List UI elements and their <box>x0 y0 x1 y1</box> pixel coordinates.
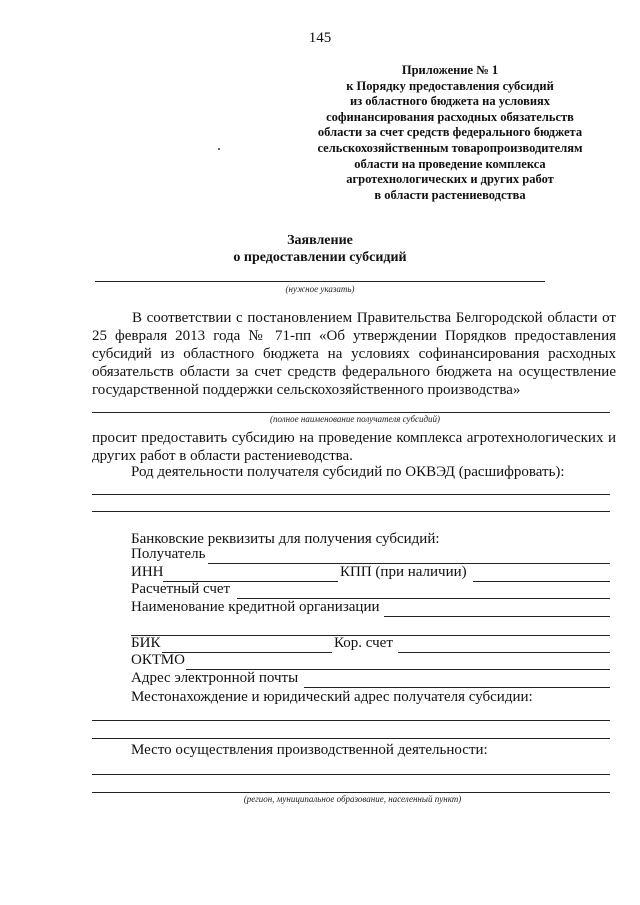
production-place-line-2[interactable] <box>92 792 610 793</box>
production-place-line-1[interactable] <box>92 774 610 775</box>
intro-paragraph: В соответствии с постановлением Правительства Белгородской области от 25 февраля 2013 года № 71-пп «Об утверждении Порядков предоставления субсидий из областного бюджета на условиях софинансирования расходных обязательств области за счет средств федерального бюджета на осуществление государственной поддержки сельскохозяйственного производства» <box>92 310 616 398</box>
activity-label: Род деятельности получателя субсидий по ОКВЭД (расшифровать): <box>131 464 565 480</box>
appendix-line: сельскохозяйственным товаропроизводителям <box>317 140 583 155</box>
activity-line-2[interactable] <box>92 511 610 512</box>
email-label: Адрес электронной почты <box>131 670 299 686</box>
subsidy-type-caption: (нужное указать) <box>285 284 355 294</box>
bik-field[interactable] <box>162 652 332 653</box>
account-label: Расчетный счет <box>131 581 231 597</box>
appendix-header <box>280 63 620 203</box>
appendix-line: к Порядку предоставления субсидий <box>346 78 554 93</box>
page-number: 145 <box>308 30 332 46</box>
production-place-caption: (регион, муниципальное образование, населенный пункт) <box>243 794 462 804</box>
corr-account-label: Кор. счет <box>334 635 393 651</box>
corr-account-field[interactable] <box>398 652 610 653</box>
oktmo-label: ОКТМО <box>131 652 185 668</box>
credit-org-label: Наименование кредитной организации <box>131 599 380 615</box>
appendix-line: софинансирования расходных обязательств <box>326 109 574 124</box>
appendix-line: области за счет средств федерального бюджета <box>317 125 583 140</box>
appendix-title: Приложение № 1 <box>401 63 499 77</box>
recipient-name-line[interactable] <box>92 412 610 413</box>
title-main: Заявление <box>287 233 353 248</box>
appendix-line: области на проведение комплекса <box>354 156 546 171</box>
stray-mark <box>218 148 220 150</box>
recipient-label: Получатель <box>131 546 206 562</box>
recipient-name-caption: (полное наименование получателя субсидий) <box>269 414 440 424</box>
document-title <box>0 232 640 266</box>
credit-org-field[interactable] <box>384 616 610 617</box>
address-line-1[interactable] <box>92 720 610 721</box>
address-label: Местонахождение и юридический адрес получателя субсидии: <box>131 689 533 705</box>
appendix-line: из областного бюджета на условиях <box>349 94 551 109</box>
kpp-field[interactable] <box>473 581 610 582</box>
appendix-line: в области растениеводства <box>374 187 526 202</box>
request-paragraph: просит предоставить субсидию на проведение комплекса агротехнологических и других работ в области растениеводства. <box>92 430 616 464</box>
appendix-line: агротехнологических и других работ <box>346 172 554 187</box>
bank-heading: Банковские реквизиты для получения субсидий: <box>131 531 440 547</box>
activity-line-1[interactable] <box>92 494 610 495</box>
inn-label: ИНН <box>131 564 164 580</box>
kpp-label: КПП (при наличии) <box>340 564 467 580</box>
production-place-label: Место осуществления производственной деятельности: <box>131 742 488 758</box>
title-sub: о предоставлении субсидий <box>233 250 407 265</box>
bik-label: БИК <box>131 635 161 651</box>
address-line-2[interactable] <box>92 738 610 739</box>
subsidy-type-line[interactable] <box>95 281 545 282</box>
